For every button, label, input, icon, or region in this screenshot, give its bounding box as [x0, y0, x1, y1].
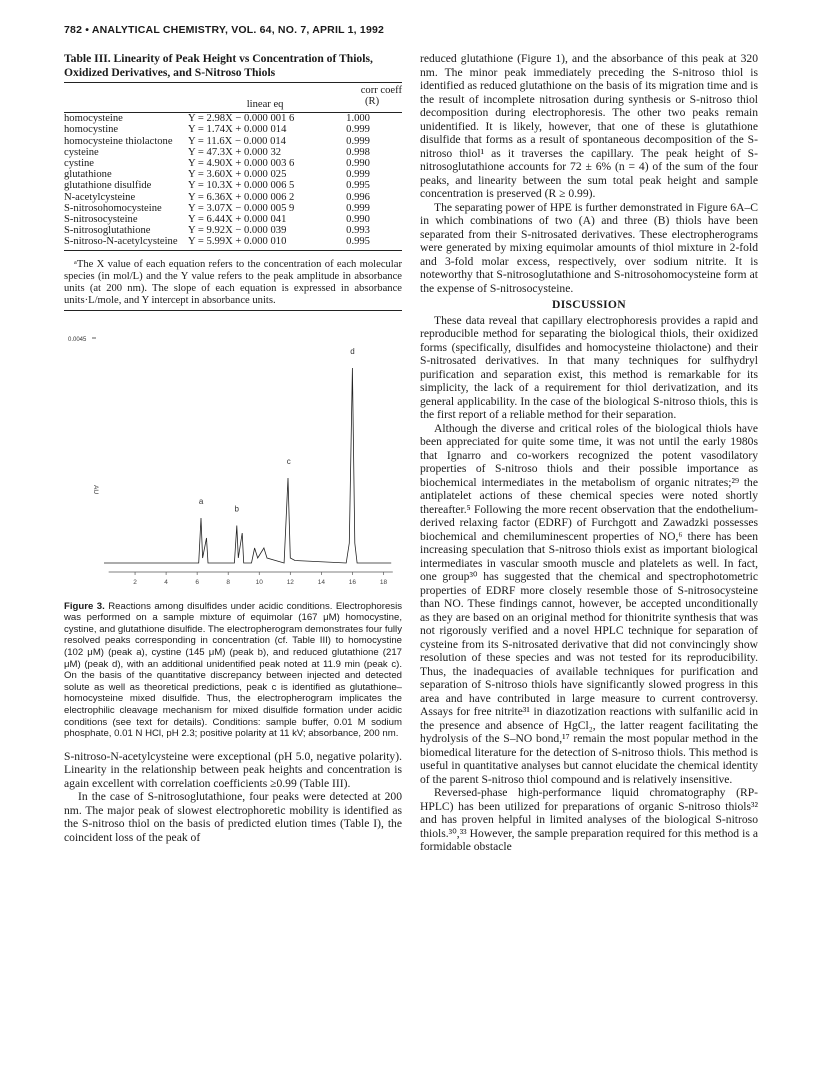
electropherogram-trace [104, 368, 391, 563]
left-column [64, 52, 402, 844]
row-linear-eq: Y = 2.98X − 0.000 001 6 [188, 113, 295, 125]
table-row [64, 136, 402, 147]
row-compound: S-nitrosocysteine [64, 214, 138, 226]
row-compound: homocysteine thiolactone [64, 135, 173, 147]
row-linear-eq: Y = 5.99X + 0.000 010 [188, 236, 287, 248]
peak-label-c: c [286, 456, 291, 466]
header-linear-eq: linear eq [246, 99, 284, 110]
x-tick-label: 12 [286, 578, 294, 586]
table-row [64, 158, 402, 169]
peak-label-b: b [234, 504, 239, 514]
table-row [64, 192, 402, 203]
right-column [420, 52, 758, 854]
table-row [64, 203, 402, 214]
x-tick-label: 14 [317, 578, 325, 586]
row-compound: S-nitrosohomocysteine [64, 202, 162, 214]
header-corr-coeff-line2: (R) [365, 96, 380, 108]
x-tick-label: 4 [164, 578, 168, 586]
x-tick-label: 2 [133, 578, 137, 586]
table-row [64, 169, 402, 180]
row-corr-coeff: 0.996 [346, 191, 370, 203]
row-corr-coeff: 0.995 [346, 180, 370, 192]
row-corr-coeff: 0.990 [346, 214, 370, 226]
row-corr-coeff: 0.999 [346, 135, 370, 147]
table-row [64, 236, 402, 247]
caption-text: Reactions among disulfides under acidic conditions. Electrophoresis was performed on a sample mixture of equimolar (167 μM) homocystine, cystine, and glutathione disulfide. The electropherogram demonstrates four fully resolved peaks corresponding in concentration (cf. Table III) to homocystine (102 μM) (peak a), cystine (145 μM) (peak b), and reduced glutathione (217 μM) (peak d), with an additional unidentified peak noted at 11.9 min (peak c). On the basis of the quantitative discrepancy between injected and detected solute as well as theoretical predictions, peak c is identified as glutathione–homocysteine mixed disulfide. Thus, the electropherogram implicates the electrophilic cleavage mechanism for mixed disulfide formation under acidic conditions (see text for details). Conditions: sample buffer, 0.01 M sodium phosphate, 0.01 N HCl, pH 2.3; positive polarity at 11 kV; absorbance, 200 nm. [64, 600, 403, 740]
row-compound: cystine [64, 158, 95, 170]
x-tick-label: 18 [379, 578, 388, 586]
row-corr-coeff: 0.999 [346, 124, 370, 136]
row-linear-eq: Y = 6.36X + 0.000 006 2 [188, 191, 295, 203]
figure-3-caption [64, 601, 402, 740]
row-corr-coeff: 0.999 [346, 202, 370, 214]
x-tick-label: 6 [195, 578, 199, 586]
row-corr-coeff: 0.998 [346, 146, 370, 158]
row-corr-coeff: 0.990 [346, 158, 370, 170]
figure-3-electropherogram [64, 325, 402, 595]
row-corr-coeff: 0.995 [346, 236, 370, 248]
electropherogram-chart [64, 325, 402, 595]
table-row [64, 113, 402, 124]
right-paragraph-2: The separating power of HPE is further demonstrated in Figure 6A–C in which combinations of two (A) and three (B) thiols have been separated from their S-nitrosated derivatives. These electropherograms were generated by mixing equimolar amounts of thiol mixture in 2-fold and 3-fold molar excess, respectively, over sodium nitrite. It is noteworthy that S-nitrosoglutathione and S-nitrosohomocysteine form at the expense of S-nitrosocysteine. [420, 200, 758, 295]
table-row [64, 225, 402, 236]
table-row [64, 214, 402, 225]
table-title: Table III. Linearity of Peak Height vs Concentration of Thiols, Oxidized Derivatives, and S-Nitroso Thiols [64, 52, 373, 79]
row-compound: glutathione [64, 169, 112, 181]
header-corr-coeff-line1: corr coeff [360, 85, 402, 96]
right-paragraph-1: reduced glutathione (Figure 1), and the absorbance of this peak at 320 nm. The minor peak immediately preceding the S-nitroso thiol is identified as reduced glutathione on the basis of its migration time and is the result of incomplete nitrosation during synthesis or S-nitroso thiol decomposition during electrophoresis. The other two peaks remain unidentified. It is likely, however, that one of these is glutathione disulfide that forms as a result of spontaneous decomposition of the S-nitroso thiol¹ as it traverses the capillary. The peak height of S-nitrosoglutathione accounts for 72 ± 6% (n = 4) of the sum of the four peaks, and linearity between the sum total peak height and sample concentration is preserved (R ≥ 0.99). [420, 52, 758, 200]
discussion-heading: DISCUSSION [552, 298, 626, 311]
x-tick-label: 8 [226, 578, 231, 586]
x-tick-label: 16 [348, 578, 357, 586]
row-compound: S-nitroso-N-acetylcysteine [64, 236, 178, 248]
running-head: 782 • ANALYTICAL CHEMISTRY, VOL. 64, NO. 7, APRIL 1, 1992 [64, 24, 385, 36]
right-paragraph-4: Although the diverse and critical roles of the biological thiols have been appreciated for quite some time, it was not until the early 1980s that Ignarro and co-workers recognized the potent vasodilatory properties of S-nitroso thiols and their possible importance as biochemical intermediates in the metabolism of organic nitrates;²⁹ the antiplatelet actions of these chemical species were noted shortly thereafter.⁵ Following the more recent observation that the endothelium-derived relaxing factor (EDRF) of Furchgott and Zawadzki possesses biochemical and chemiluminescent properties of NO,⁶ there has been increasing speculation that S-nitroso thiols exist as important biological intermediates in vascular smooth muscle and platelets as well. In fact, one group³⁰ has suggested that the chemical and spectrophotometric properties of EDRF more closely resemble those of S-nitrosocysteine than NO. These findings cannot, however, be accepted unconditionally as they are based on an original method for thionitrite synthesis that was not rigorously verified and a novel HPLC technique for separation of cysteine from its S-nitrosated derivative that did not convincingly show resolution of these species and was not tested for its reproducibility. Thus, the inadequacies of available techniques for purification and separation of S-nitroso thiols have significantly slowed progress in this area and have contributed in large measure to current controversy. Assays for free nitrite³¹ in diazotization reactions with sulfanilic acid in the presence and absence of HgCl₂, the latter reagent facilitating the hydrolysis of the S–NO bond,¹⁷ remain the most popular method in the biomedical literature for the detection of S-nitroso thiols. This method is useful in quantitative analyses but cannot elucidate the chemical identity of the parent S-nitroso thiol compound and is relatively insensitive. [420, 421, 758, 786]
row-linear-eq: Y = 3.60X + 0.000 025 [188, 169, 287, 181]
row-linear-eq: Y = 4.90X + 0.000 003 6 [188, 158, 295, 170]
table-header-row [64, 85, 402, 110]
row-corr-coeff: 0.993 [346, 225, 370, 237]
peak-label-d: d [350, 346, 355, 356]
row-compound: N-acetylcysteine [64, 191, 136, 203]
caption-label: Figure 3. [64, 600, 105, 612]
table-row [64, 180, 402, 191]
row-corr-coeff: 0.999 [346, 169, 370, 181]
right-paragraph-3: These data reveal that capillary electrophoresis provides a rapid and reproducible method for separating the biological thiols, their oxidized forms (specifically, disulfides and homocysteine thiolactone) and their S-nitrosated derivatives. In that many techniques for sulfhydryl purification and separation exist, this method is remarkable for its simplicity, the lack of a requirement for thiol derivatization, and its general applicability. In the case of the biological S-nitroso thiols, this is the first report of a reliable method for their separation. [420, 313, 758, 421]
table-footnote: ᵃThe X value of each equation refers to the concentration of each molecular species (in mol/L) and the Y value refers to the peak amplitude in absorbance units (at 200 nm). The slope of each equation is expressed in absorbance units·L/mole, and Y intercept in absorbance units. [64, 258, 402, 306]
table-row [64, 147, 402, 158]
row-linear-eq: Y = 1.74X + 0.000 014 [188, 124, 287, 136]
row-linear-eq: Y = 11.6X − 0.000 014 [188, 135, 286, 147]
table-bottom-rule [64, 310, 402, 311]
peak-label-a: a [198, 496, 204, 506]
row-linear-eq: Y = 3.07X − 0.000 005 9 [188, 202, 295, 214]
left-paragraph-2: In the case of S-nitrosoglutathione, four peaks were detected at 200 nm. The major peak of slowest electrophoretic mobility is identified as the S-nitroso thiol on the basis of predicted elution times (Table I), the coincident loss of the peak of [64, 790, 402, 844]
row-compound: S-nitrosoglutathione [64, 225, 151, 237]
table-row [64, 124, 402, 135]
row-compound: glutathione disulfide [64, 180, 152, 192]
header-corr-coeff [342, 85, 402, 110]
x-tick-label: 10 [255, 578, 263, 586]
left-paragraph-1: S-nitroso-N-acetylcysteine were exceptional (pH 5.0, negative polarity). Linearity in the relationship between peak heights and concentration is again excellent with correlation coefficients ≥0.99 (Table III). [64, 749, 402, 790]
row-linear-eq: Y = 10.3X + 0.000 006 5 [188, 180, 295, 192]
row-linear-eq: Y = 9.92X − 0.000 039 [188, 225, 287, 237]
row-compound: homocystine [64, 124, 119, 136]
y-top-tick-label: 0.0045 [68, 336, 87, 343]
row-linear-eq: Y = 6.44X + 0.000 041 [188, 214, 287, 226]
row-compound: homocysteine [64, 113, 123, 125]
row-compound: cysteine [64, 146, 99, 158]
chart-marks [104, 347, 393, 586]
right-paragraph-5: Reversed-phase high-performance liquid chromatography (RP-HPLC) has been utilized for preparations of organic S-nitroso thiols³² and has proven helpful in limited analyses of the biological S-nitroso thiols.³⁰,³³ However, the sample preparation required for this method is a formidable obstacle [420, 786, 758, 853]
y-axis-label: AU [92, 484, 99, 494]
row-linear-eq: Y = 47.3X + 0.000 32 [188, 146, 282, 158]
row-corr-coeff: 1.000 [346, 113, 370, 125]
linearity-table [64, 85, 402, 251]
table-body [64, 113, 402, 247]
table-top-rule [64, 82, 402, 83]
